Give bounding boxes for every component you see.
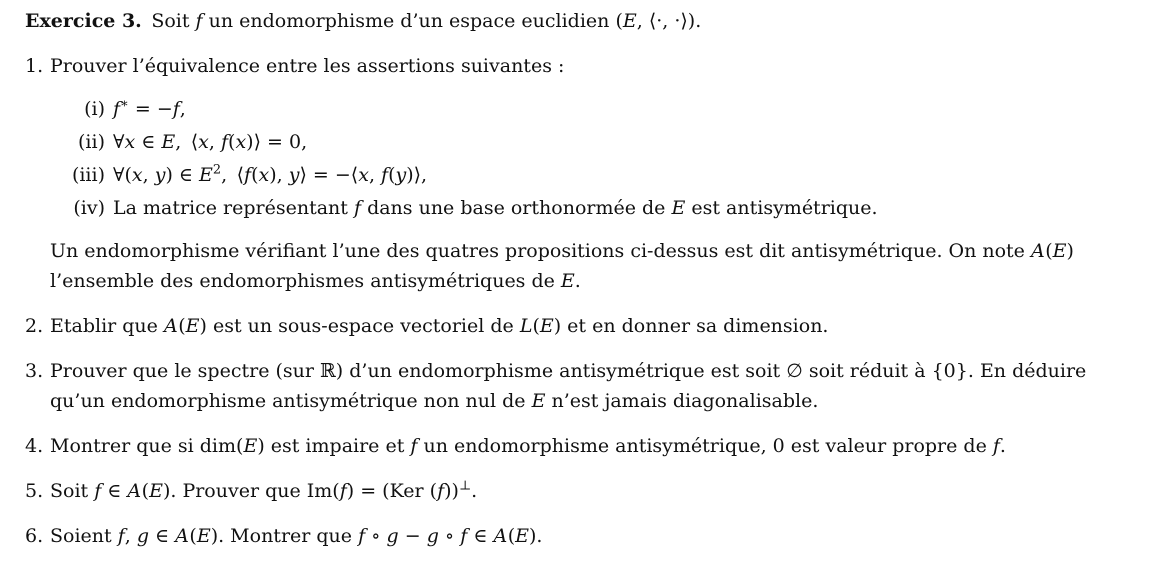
text-segment: ( bbox=[251, 164, 259, 186]
text-segment: Soit bbox=[141, 10, 196, 32]
text-segment: l’ensemble des endomorphismes antisymétriques de bbox=[50, 270, 561, 292]
text-segment: ( bbox=[189, 525, 197, 547]
text-segment: un endomorphisme d’un espace euclidien ( bbox=[202, 10, 623, 32]
item-content bbox=[50, 476, 1143, 506]
roman-marker: (ii) bbox=[78, 131, 105, 153]
numbered-item-4 bbox=[25, 431, 1143, 461]
math-segment: E bbox=[671, 197, 686, 219]
math-segment: x bbox=[358, 164, 369, 186]
math-segment: A bbox=[1030, 240, 1046, 262]
assertion-line bbox=[113, 94, 186, 124]
math-segment: E bbox=[622, 10, 637, 32]
math-segment: g bbox=[136, 525, 149, 547]
note-paragraph bbox=[50, 236, 1143, 296]
text-segment: ) = (Ker ( bbox=[346, 480, 438, 502]
text-segment: ∈ bbox=[149, 525, 176, 547]
item-line bbox=[50, 476, 1143, 506]
item-number: 3. bbox=[25, 360, 44, 382]
text-segment: Prouver que le spectre (sur ℝ) d’un endomorphisme antisymétrique est soit ∅ soit réduit à {0}. En déduire bbox=[50, 360, 1087, 382]
math-segment: f bbox=[113, 98, 121, 120]
text-segment: ( bbox=[228, 131, 236, 153]
text-segment: ) bbox=[1066, 240, 1074, 262]
math-segment: x bbox=[198, 131, 209, 153]
item-number: 2. bbox=[25, 315, 44, 337]
math-segment: A bbox=[127, 480, 142, 502]
roman-item-i bbox=[50, 94, 1143, 124]
math-segment: E bbox=[515, 525, 530, 547]
item-number: 5. bbox=[25, 480, 44, 502]
text-segment: . bbox=[574, 270, 581, 292]
note-line bbox=[50, 236, 1143, 266]
numbered-item-2 bbox=[25, 311, 1143, 341]
text-segment: ). Montrer que bbox=[210, 525, 359, 547]
text-segment: Etablir que bbox=[50, 315, 164, 337]
roman-marker: (i) bbox=[84, 98, 105, 120]
text-segment: = − bbox=[128, 98, 173, 120]
text-segment: Montrer que si dim( bbox=[50, 435, 244, 457]
item-line bbox=[50, 386, 1143, 416]
math-segment: A bbox=[163, 315, 179, 337]
text-segment: , bbox=[179, 98, 186, 120]
math-segment: f bbox=[94, 480, 102, 502]
math-segment: ⊥ bbox=[458, 478, 472, 494]
math-segment: A bbox=[493, 525, 508, 547]
text-segment: qu’un endomorphisme antisymétrique non nul de bbox=[50, 390, 532, 412]
text-segment: est antisymétrique. bbox=[685, 197, 878, 219]
item-content bbox=[50, 431, 1143, 461]
exercise-header bbox=[25, 6, 1143, 36]
math-segment: ∗ bbox=[120, 96, 129, 112]
text-segment: ). bbox=[529, 525, 543, 547]
text-segment: ∀( bbox=[113, 164, 132, 186]
math-segment: x bbox=[258, 164, 270, 186]
text-segment: Un endomorphisme vérifiant l’une des quatres propositions ci-dessus est dit antisymétrique. On note bbox=[50, 240, 1031, 262]
text-segment: ∈ bbox=[467, 525, 494, 547]
math-segment: E bbox=[149, 480, 163, 502]
text-segment: ( bbox=[178, 315, 186, 337]
math-segment: x bbox=[124, 131, 136, 153]
text-segment: ∘ bbox=[438, 525, 461, 547]
numbered-item-1 bbox=[25, 51, 1143, 296]
roman-marker: (iii) bbox=[71, 164, 105, 186]
math-segment: y bbox=[288, 164, 300, 186]
math-segment: E bbox=[185, 315, 200, 337]
math-segment: f bbox=[992, 435, 1000, 457]
text-segment: ( bbox=[388, 164, 396, 186]
text-segment: ∈ bbox=[135, 131, 162, 153]
text-segment: ∘ bbox=[365, 525, 387, 547]
math-segment: Exercice 3. bbox=[25, 10, 142, 32]
math-segment: L bbox=[519, 315, 533, 337]
text-segment: ) ∈ bbox=[165, 164, 199, 186]
math-segment: E bbox=[531, 390, 546, 412]
text-segment: , bbox=[208, 131, 221, 153]
text-segment: ∀ bbox=[113, 131, 125, 153]
assertion-line bbox=[113, 160, 427, 190]
math-segment: g bbox=[426, 525, 439, 547]
roman-item-iv bbox=[50, 193, 1143, 223]
assertion-line bbox=[113, 193, 878, 223]
item-line bbox=[50, 311, 1143, 341]
item-content bbox=[50, 356, 1143, 416]
text-segment: ) est impaire et bbox=[257, 435, 411, 457]
math-segment: f bbox=[244, 164, 252, 186]
math-segment: E bbox=[243, 435, 258, 457]
text-segment: , ⟨ bbox=[175, 131, 199, 153]
text-segment: ( bbox=[1045, 240, 1053, 262]
text-segment: n’est jamais diagonalisable. bbox=[545, 390, 819, 412]
roman-marker: (iv) bbox=[73, 197, 105, 219]
text-segment: )⟩, bbox=[406, 164, 428, 186]
math-segment: f bbox=[220, 131, 229, 153]
math-segment: x bbox=[131, 164, 143, 186]
math-segment: x bbox=[235, 131, 247, 153]
numbered-item-6 bbox=[25, 521, 1143, 551]
math-segment: f bbox=[460, 525, 468, 547]
text-segment: )⟩ = 0, bbox=[246, 131, 308, 153]
math-segment: g bbox=[386, 525, 399, 547]
math-segment: 2 bbox=[212, 162, 222, 178]
assertion-line bbox=[113, 127, 307, 157]
text-segment: La matrice représentant bbox=[113, 197, 354, 219]
text-segment: , ⟨·, ·⟩). bbox=[636, 10, 702, 32]
text-segment: , ⟨ bbox=[221, 164, 245, 186]
text-segment: ), bbox=[269, 164, 289, 186]
item-line bbox=[50, 521, 1143, 551]
item-content bbox=[50, 51, 1143, 296]
math-segment: f bbox=[358, 525, 366, 547]
text-segment: . bbox=[999, 435, 1006, 457]
text-segment: , bbox=[124, 525, 137, 547]
math-segment: E bbox=[196, 525, 211, 547]
item-line bbox=[50, 356, 1143, 386]
numbered-item-5 bbox=[25, 476, 1143, 506]
item-number: 1. bbox=[25, 55, 44, 77]
assertion-list bbox=[50, 94, 1143, 223]
roman-item-ii bbox=[50, 127, 1143, 157]
math-segment: f bbox=[437, 480, 445, 502]
math-segment: f bbox=[381, 164, 389, 186]
item-content bbox=[50, 311, 1143, 341]
text-segment: ) et en donner sa dimension. bbox=[553, 315, 829, 337]
math-segment: f bbox=[353, 197, 362, 219]
math-segment: f bbox=[117, 525, 125, 547]
text-segment: − bbox=[398, 525, 427, 547]
text-segment: , bbox=[368, 164, 382, 186]
note-line bbox=[50, 266, 1143, 296]
math-segment: E bbox=[560, 270, 575, 292]
text-segment: ∈ bbox=[101, 480, 128, 502]
math-segment: f bbox=[339, 480, 347, 502]
item-line bbox=[50, 431, 1143, 461]
text-segment: , bbox=[142, 164, 155, 186]
text-segment: ( bbox=[141, 480, 150, 502]
item-number: 4. bbox=[25, 435, 44, 457]
text-segment: ) est un sous-espace vectoriel de bbox=[199, 315, 520, 337]
roman-item-iii bbox=[50, 160, 1143, 190]
math-segment: f bbox=[195, 10, 203, 32]
math-segment: E bbox=[539, 315, 554, 337]
text-segment: Soit bbox=[50, 480, 95, 502]
item-line bbox=[50, 51, 1143, 81]
item-content bbox=[50, 521, 1143, 551]
item-number: 6. bbox=[25, 525, 44, 547]
math-segment: E bbox=[161, 131, 176, 153]
numbered-item-3 bbox=[25, 356, 1143, 416]
math-segment: f bbox=[172, 98, 180, 120]
text-segment: ⟩ = −⟨ bbox=[299, 164, 359, 186]
text-segment: ( bbox=[507, 525, 516, 547]
text-segment: Prouver l’équivalence entre les assertions suivantes : bbox=[50, 55, 565, 77]
text-segment: . bbox=[471, 480, 478, 502]
math-segment: y bbox=[395, 164, 407, 186]
math-segment: E bbox=[199, 164, 213, 186]
text-segment: ( bbox=[532, 315, 540, 337]
math-segment: y bbox=[154, 164, 166, 186]
text-segment: un endomorphisme antisymétrique, 0 est valeur propre de bbox=[417, 435, 993, 457]
math-segment: E bbox=[1052, 240, 1067, 262]
math-segment: A bbox=[175, 525, 190, 547]
math-segment: f bbox=[410, 435, 418, 457]
text-segment: )) bbox=[444, 480, 459, 502]
text-segment: dans une base orthonormée de bbox=[361, 197, 672, 219]
text-segment: ). Prouver que Im( bbox=[162, 480, 340, 502]
text-segment: Soient bbox=[50, 525, 118, 547]
